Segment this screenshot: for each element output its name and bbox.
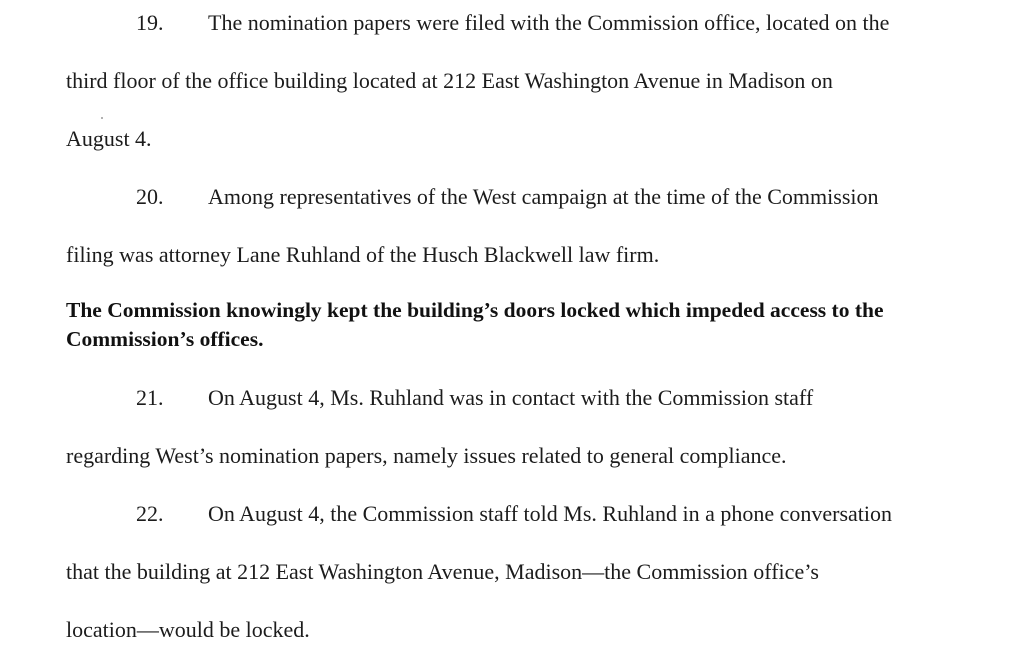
paragraph-20-line: filing was attorney Lane Ruhland of the Husch Blackwell law firm. <box>66 242 660 267</box>
paragraph-number: 21. <box>136 385 164 410</box>
paragraph-19-first-line <box>136 10 889 36</box>
paragraph-19-line: August 4. <box>66 126 152 151</box>
paragraph-19-line: third floor of the office building located at 212 East Washington Avenue in Madison on <box>66 68 833 93</box>
paragraph-text: On August 4, the Commission staff told Ms. Ruhland in a phone conversation <box>208 501 892 526</box>
paragraph-text: On August 4, Ms. Ruhland was in contact with the Commission staff <box>208 385 814 410</box>
paragraph-21-line: regarding West’s nomination papers, namely issues related to general compliance. <box>66 443 787 468</box>
paragraph-22-first-line <box>136 501 892 527</box>
section-heading: The Commission knowingly kept the building’s doors locked which impeded access to the Commission’s offices. <box>66 298 884 351</box>
paragraph-21-first-line <box>136 385 813 411</box>
paragraph-number: 22. <box>136 501 164 526</box>
paragraph-number: 19. <box>136 10 164 35</box>
paragraph-22-line: that the building at 212 East Washington Avenue, Madison—the Commission office’s <box>66 559 819 584</box>
paragraph-22-line: location—would be locked. <box>66 617 310 642</box>
scan-speck <box>101 117 103 119</box>
paragraph-text: Among representatives of the West campaign at the time of the Commission <box>208 184 879 209</box>
paragraph-20-first-line <box>136 184 879 210</box>
paragraph-number: 20. <box>136 184 164 209</box>
paragraph-text: The nomination papers were filed with the Commission office, located on the <box>208 10 890 35</box>
